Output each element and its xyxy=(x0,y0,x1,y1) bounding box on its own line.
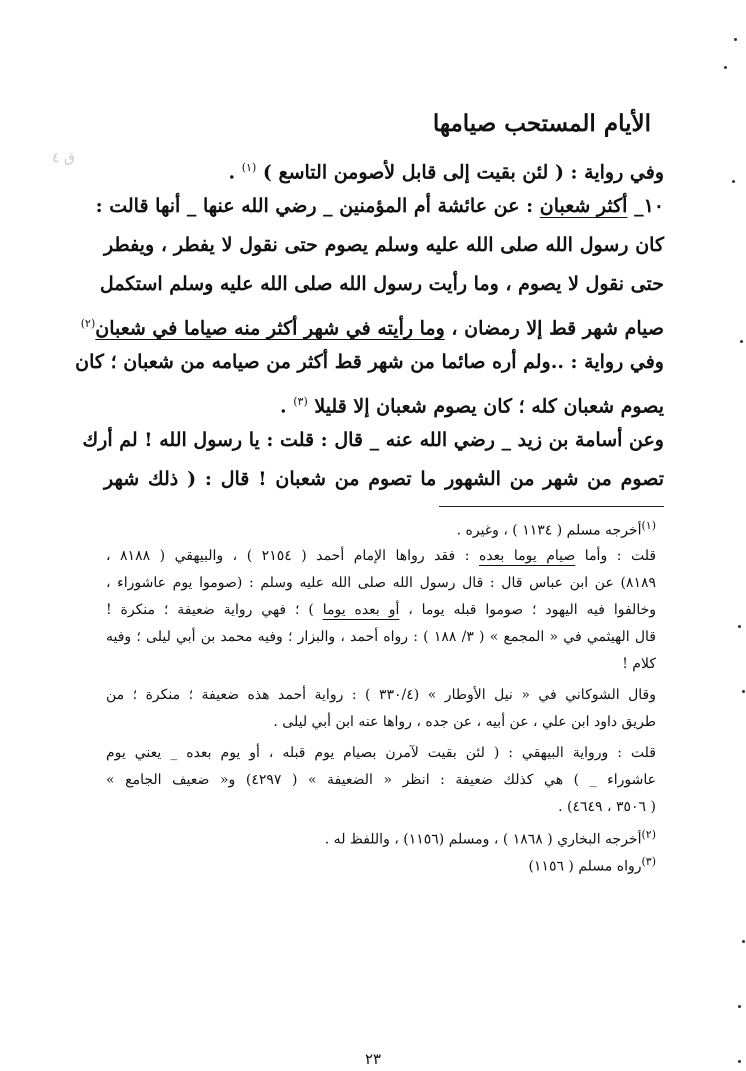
footnote-1-line-4 xyxy=(106,597,656,624)
footnote-1-line-6: كلام ! xyxy=(622,656,656,672)
page-header-title: الأيام المستحب صيامها xyxy=(432,110,651,137)
page-number: ٢٣ xyxy=(364,1050,382,1068)
line2-rest: : عن عائشة أم المؤمنين _ رضي الله عنها _ أنها قالت : xyxy=(95,195,534,217)
footnote-2-text: أخرجه البخاري ( ١٨٦٨ ) ، ومسلم (١١٥٦) ، واللفظ له . xyxy=(324,831,642,848)
scan-speck xyxy=(742,940,745,943)
footnote-1-line-7: وقال الشوكاني في « نيل الأوطار » (٣٣٠/٤ ) : رواية أحمد هذه ضعيفة ؛ منكرة ؛ من xyxy=(106,687,656,703)
footnote-1-line-3: ٨١٨٩) عن ابن عباس قال : قال رسول الله صلى الله عليه وسلم : (صوموا يوم عاشوراء ، xyxy=(106,575,656,591)
text-line-3: كان رسول الله صلى الله عليه وسلم يصوم حتى نقول لا يفطر ، ويفطر xyxy=(104,234,664,256)
scan-speck xyxy=(740,340,743,343)
scan-speck xyxy=(732,180,735,183)
footnote-1-line-5: قال الهيثمي في « المجمع » ( ٣/ ١٨٨ ) : رواه أحمد ، والبزار ؛ وفيه محمد بن أبي ليلى ؛ وفيه xyxy=(106,629,656,645)
text-line-5 xyxy=(80,304,664,343)
footnote-2 xyxy=(106,821,656,848)
footnote-1-line-8: طريق داود ابن علي ، عن أبيه ، عن جده ، رواها عنه ابن أبي ليلى . xyxy=(273,714,656,730)
f1-q1-start: قلت : وأما xyxy=(584,548,657,564)
scan-speck xyxy=(738,1060,741,1063)
footnote-3 xyxy=(106,848,656,875)
main-text xyxy=(75,148,664,499)
footnote-ref-3: (٣) xyxy=(293,395,308,408)
bleed-through-text: ق ٤ xyxy=(52,150,75,166)
text-line-8: وعن أسامة بن زيد _ رضي الله عنه _ قال : قلت : يا رسول الله ! لم أرك xyxy=(82,429,664,451)
f1-q3-start: وخالفوا فيه اليهود ؛ صوموا قبله يوما ، xyxy=(408,602,656,618)
line5-underlined: وما رأيته في شهر أكثر منه صياما في شعبان xyxy=(95,317,445,340)
scan-speck xyxy=(724,66,727,69)
footnote-separator xyxy=(439,506,664,507)
footnote-1 xyxy=(106,512,656,539)
line7-text: يصوم شعبان كله ؛ كان يصوم شعبان إلا قليلا xyxy=(314,395,664,418)
line7-end: . xyxy=(279,395,287,418)
footnote-ref-2: (٢) xyxy=(80,317,96,330)
scan-speck xyxy=(738,1005,741,1008)
f1-q1-underlined: صيام يوما بعده xyxy=(478,548,576,564)
scan-speck xyxy=(734,38,737,41)
footnote-1-text: أخرجه مسلم ( ١١٣٤ ) ، وغيره . xyxy=(456,522,642,539)
text-line-4: حتى نقول لا يصوم ، وما رأيت رسول الله صلى الله عليه وسلم استكمل xyxy=(99,273,664,295)
section-heading: أكثر شعبان xyxy=(539,195,628,217)
section-number: ١٠_ xyxy=(634,195,664,217)
footnote-1-line-9: قلت : ورواية البيهقي : ( لئن بقيت لآمرن بصيام يوم قبله ، أو يوم بعده _ يعني يوم xyxy=(106,745,656,761)
text-line-2 xyxy=(95,187,664,226)
footnote-ref-1: (١) xyxy=(241,161,257,174)
text-line-1 xyxy=(104,148,664,187)
footnote-2-ref: (٢) xyxy=(641,828,656,841)
footnote-1-ref: (١) xyxy=(641,519,656,532)
footnote-3-text: رواه مسلم ( ١١٥٦) xyxy=(528,858,642,875)
footnote-3-ref: (٣) xyxy=(641,855,656,868)
line5-plain: صيام شهر قط إلا رمضان ، xyxy=(451,317,664,340)
scan-speck xyxy=(738,625,741,628)
footnote-1-line-2 xyxy=(106,543,656,570)
f1-q1-rest: : فقد رواها الإمام أحمد ( ٢١٥٤ ) ، والبيهقي ( ٨١٨٨ ، xyxy=(106,548,470,564)
line1-text: وفي رواية : ( لئن بقيت إلى قابل لأصومن التاسع ) xyxy=(262,161,664,184)
footnotes xyxy=(106,512,656,875)
f1-q3-rest: ) ؛ فهي رواية ضعيفة ؛ منكرة ! xyxy=(106,602,314,618)
scan-speck xyxy=(742,690,745,693)
text-line-6: وفي رواية : ..ولم أره صائما من شهر قط أكثر من صيامه من شعبان ؛ كان xyxy=(75,351,664,373)
text-line-9: تصوم من شهر من الشهور ما تصوم من شعبان ! قال : ( ذلك شهر xyxy=(104,468,664,490)
footnote-1-line-10: عاشوراء _ ) هي كذلك ضعيفة : انظر « الضعيفة » ( ٤٢٩٧) و« ضعيف الجامع » xyxy=(106,772,656,788)
f1-q3-underlined: أو بعده يوما xyxy=(322,602,400,618)
footnote-1-line-11: ( ٣٥٠٦ ، ٤٦٤٩) . xyxy=(558,799,656,815)
text-line-7 xyxy=(104,382,664,421)
line1-end: . xyxy=(228,161,236,184)
